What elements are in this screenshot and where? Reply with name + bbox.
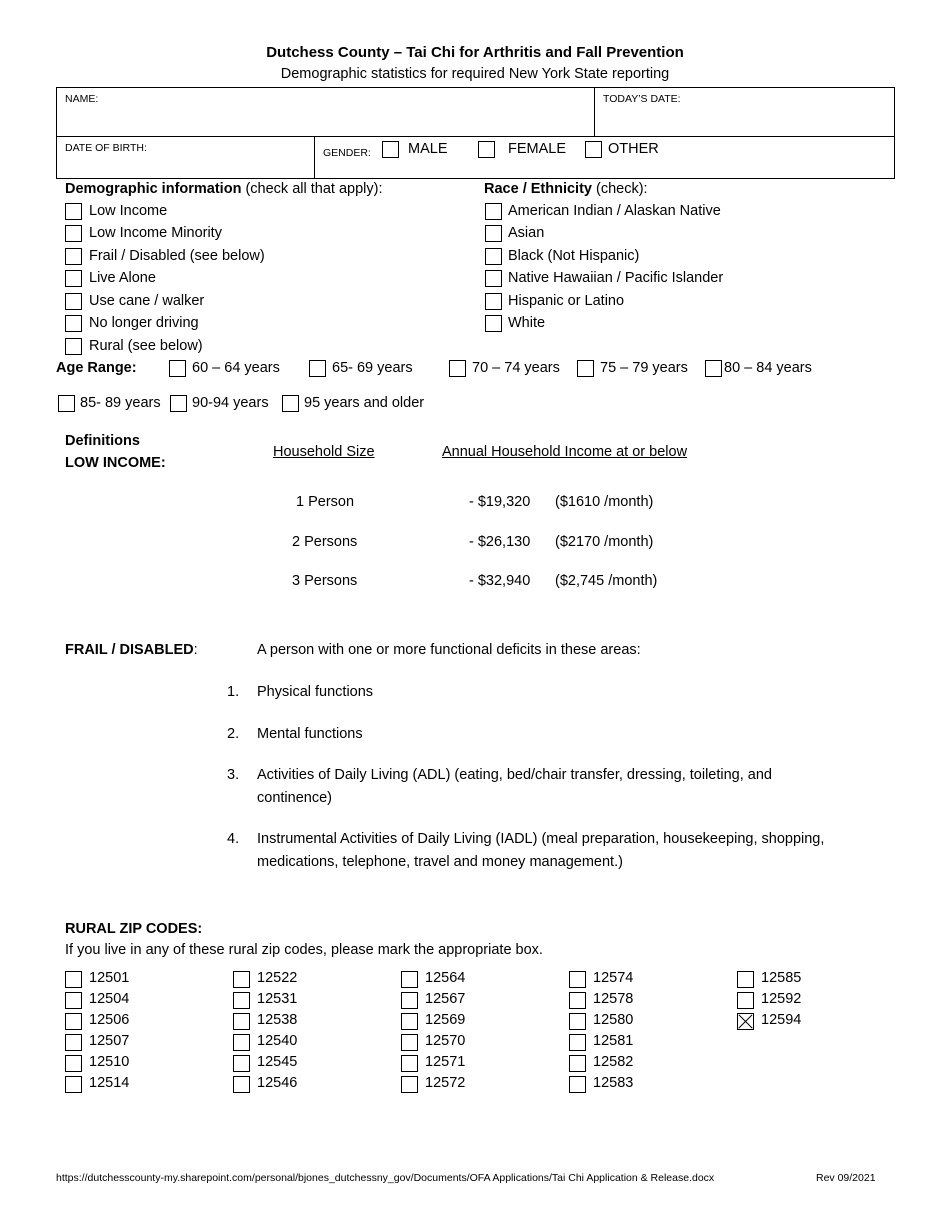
zip-checkbox[interactable] (569, 1055, 586, 1072)
document-subtitle: Demographic statistics for required New York State reporting (280, 66, 670, 82)
income-header: Annual Household Income at or below (442, 444, 688, 460)
gender-male-checkbox[interactable] (382, 141, 399, 158)
age-option: 70 – 74 years (472, 360, 560, 376)
rural-zip-instruction: If you live in any of these rural zip codes, please mark the appropriate box. (65, 942, 543, 958)
household-size: 2 Persons (292, 534, 358, 550)
zip-checkbox[interactable] (233, 1013, 250, 1030)
zip-checkbox[interactable] (233, 1055, 250, 1072)
demographic-checkbox[interactable] (65, 225, 82, 242)
zip-checkbox[interactable] (401, 1013, 418, 1030)
age-checkbox[interactable] (705, 360, 722, 377)
race-checkbox[interactable] (485, 225, 502, 242)
name-label: NAME: (65, 93, 99, 105)
annual-income: - $32,940 (469, 573, 531, 589)
zip-checkbox[interactable] (65, 992, 82, 1009)
zip-code-label: 12592 (761, 991, 802, 1007)
race-item: Hispanic or Latino (508, 293, 625, 309)
demographic-item: No longer driving (89, 315, 199, 331)
frail-item-number: 1. (227, 684, 240, 700)
zip-code-label: 12580 (593, 1012, 634, 1028)
gender-other-label: OTHER (608, 141, 659, 157)
zip-code-label: 12585 (761, 970, 802, 986)
zip-code-label: 12594 (761, 1012, 802, 1028)
annual-income: - $19,320 (469, 494, 531, 510)
zip-checkbox[interactable] (65, 971, 82, 988)
zip-checkbox[interactable] (401, 971, 418, 988)
household-size: 3 Persons (292, 573, 358, 589)
zip-code-label: 12570 (425, 1033, 466, 1049)
zip-checkbox[interactable] (65, 1013, 82, 1030)
demographic-checkbox[interactable] (65, 293, 82, 310)
frail-disabled-label: FRAIL / DISABLED: (65, 642, 198, 658)
demographic-item: Frail / Disabled (see below) (89, 248, 265, 264)
race-heading: Race / Ethnicity (check): (484, 181, 648, 197)
age-checkbox[interactable] (309, 360, 326, 377)
gender-male-label: MALE (408, 141, 448, 157)
demographic-checkbox[interactable] (65, 315, 82, 332)
race-checkbox[interactable] (485, 293, 502, 310)
age-checkbox[interactable] (282, 395, 299, 412)
todays-date-field[interactable] (594, 87, 895, 137)
frail-item-number: 2. (227, 726, 240, 742)
zip-checkbox[interactable] (401, 1076, 418, 1093)
zip-code-label: 12574 (593, 970, 634, 986)
zip-code-label: 12564 (425, 970, 466, 986)
age-checkbox[interactable] (449, 360, 466, 377)
zip-code-label: 12581 (593, 1033, 634, 1049)
race-item: White (508, 315, 546, 331)
age-checkbox[interactable] (170, 395, 187, 412)
frail-item-text: Physical functions (257, 684, 374, 700)
race-item: Black (Not Hispanic) (508, 248, 640, 264)
zip-code-label: 12567 (425, 991, 466, 1007)
zip-code-label: 12510 (89, 1054, 130, 1070)
frail-item-text: Activities of Daily Living (ADL) (eating, bed/chair transfer, dressing, toileting, and (257, 767, 772, 783)
annual-income: - $26,130 (469, 534, 531, 550)
household-size: 1 Person (296, 494, 355, 510)
race-checkbox[interactable] (485, 248, 502, 265)
demographic-checkbox[interactable] (65, 203, 82, 220)
zip-checkbox[interactable] (233, 1034, 250, 1051)
demographic-heading: Demographic information (check all that apply): (65, 181, 383, 197)
race-checkbox[interactable] (485, 315, 502, 332)
zip-checkbox[interactable] (401, 1055, 418, 1072)
rural-zip-heading: RURAL ZIP CODES: (65, 921, 203, 937)
age-checkbox[interactable] (169, 360, 186, 377)
monthly-income: ($1610 /month) (555, 494, 654, 510)
monthly-income: ($2,745 /month) (555, 573, 658, 589)
zip-code-label: 12572 (425, 1075, 466, 1091)
zip-checkbox[interactable] (569, 971, 586, 988)
zip-code-label: 12501 (89, 970, 130, 986)
zip-code-label: 12531 (257, 991, 298, 1007)
frail-intro: A person with one or more functional deficits in these areas: (257, 642, 641, 658)
zip-code-label: 12582 (593, 1054, 634, 1070)
zip-checkbox[interactable] (569, 1076, 586, 1093)
race-checkbox[interactable] (485, 270, 502, 287)
age-option: 65- 69 years (332, 360, 413, 376)
zip-code-label: 12507 (89, 1033, 130, 1049)
low-income-label: LOW INCOME: (65, 455, 166, 471)
frail-item-text-continued: continence) (257, 790, 332, 806)
zip-code-label: 12514 (89, 1075, 130, 1091)
race-item: American Indian / Alaskan Native (508, 203, 721, 219)
monthly-income: ($2170 /month) (555, 534, 654, 550)
todays-date-label: TODAY’S DATE: (603, 93, 681, 105)
race-checkbox[interactable] (485, 203, 502, 220)
zip-checkbox[interactable] (65, 1076, 82, 1093)
household-size-header: Household Size (273, 444, 375, 460)
zip-code-label: 12571 (425, 1054, 466, 1070)
date-of-birth-field[interactable] (56, 136, 315, 179)
race-item: Asian (508, 225, 545, 241)
age-range-label: Age Range: (56, 360, 137, 376)
age-option: 85- 89 years (80, 395, 161, 411)
footer-file-path: https://dutchesscounty-my.sharepoint.com/personal/bjones_dutchessny_gov/Documents/OFA Applications/Tai Chi Application & Release.docx (56, 1172, 715, 1184)
age-option: 75 – 79 years (600, 360, 688, 376)
zip-code-label: 12540 (257, 1033, 298, 1049)
zip-checkbox[interactable] (233, 1076, 250, 1093)
age-option: 60 – 64 years (192, 360, 280, 376)
date-of-birth-label: DATE OF BIRTH: (65, 142, 147, 154)
race-item: Native Hawaiian / Pacific Islander (508, 270, 724, 286)
zip-checkbox[interactable] (737, 971, 754, 988)
age-checkbox[interactable] (58, 395, 75, 412)
zip-checkbox[interactable] (65, 1055, 82, 1072)
zip-checkbox[interactable] (401, 992, 418, 1009)
demographic-checkbox[interactable] (65, 270, 82, 287)
gender-other-checkbox[interactable] (585, 141, 602, 158)
name-field[interactable] (56, 87, 595, 137)
gender-female-checkbox[interactable] (478, 141, 495, 158)
zip-code-label: 12583 (593, 1075, 634, 1091)
zip-checkbox[interactable] (65, 1034, 82, 1051)
demographic-item: Live Alone (89, 270, 156, 286)
demographic-item: Use cane / walker (89, 293, 205, 309)
zip-checkbox[interactable] (569, 992, 586, 1009)
frail-item-text-continued: medications, telephone, travel and money management.) (257, 854, 623, 870)
zip-checkbox[interactable] (233, 992, 250, 1009)
gender-female-label: FEMALE (508, 141, 567, 157)
zip-checkbox[interactable] (569, 1013, 586, 1030)
zip-checkbox[interactable] (737, 1013, 754, 1030)
zip-checkbox[interactable] (401, 1034, 418, 1051)
zip-code-label: 12545 (257, 1054, 298, 1070)
gender-label: GENDER: (323, 147, 371, 159)
frail-item-number: 3. (227, 767, 240, 783)
zip-checkbox[interactable] (569, 1034, 586, 1051)
zip-code-label: 12569 (425, 1012, 466, 1028)
zip-code-label: 12506 (89, 1012, 130, 1028)
zip-checkbox[interactable] (737, 992, 754, 1009)
zip-checkbox[interactable] (233, 971, 250, 988)
age-option: 95 years and older (304, 395, 425, 411)
frail-item-text: Instrumental Activities of Daily Living (IADL) (meal preparation, housekeeping, shopping, (257, 831, 825, 847)
footer-revision: Rev 09/2021 (816, 1172, 876, 1184)
definitions-heading: Definitions (65, 433, 140, 449)
gender-field (314, 136, 895, 179)
frail-item-number: 4. (227, 831, 240, 847)
zip-code-label: 12538 (257, 1012, 298, 1028)
demographic-item: Rural (see below) (89, 338, 203, 354)
demographic-item: Low Income (89, 203, 168, 219)
demographic-checkbox[interactable] (65, 248, 82, 265)
demographic-item: Low Income Minority (89, 225, 222, 241)
frail-item-text: Mental functions (257, 726, 363, 742)
document-title: Dutchess County – Tai Chi for Arthritis and Fall Prevention (266, 44, 684, 61)
age-checkbox[interactable] (577, 360, 594, 377)
age-option: 90-94 years (192, 395, 269, 411)
demographic-checkbox[interactable] (65, 338, 82, 355)
zip-code-label: 12578 (593, 991, 634, 1007)
age-option: 80 – 84 years (724, 360, 812, 376)
zip-code-label: 12546 (257, 1075, 298, 1091)
zip-code-label: 12504 (89, 991, 130, 1007)
zip-code-label: 12522 (257, 970, 298, 986)
